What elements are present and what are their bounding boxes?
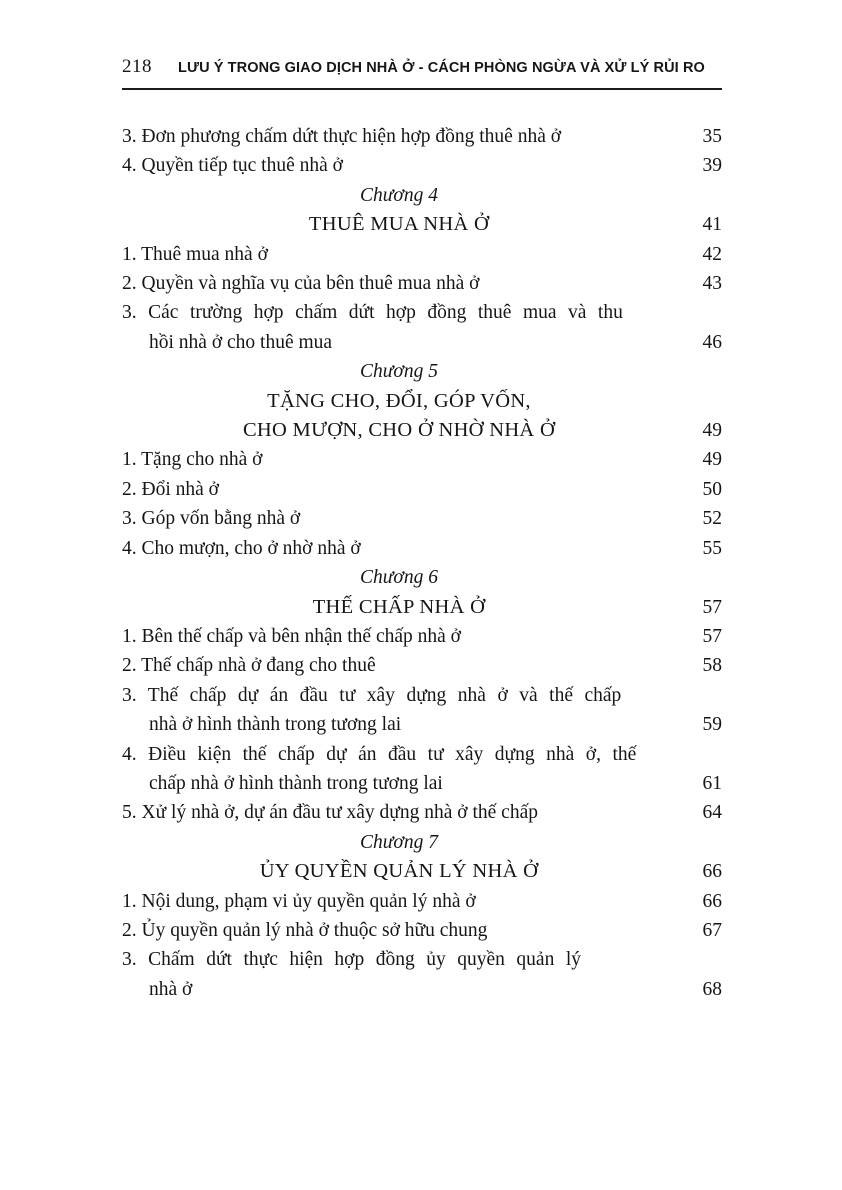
toc-entry-text: 5. Xử lý nhà ở, dự án đầu tư xây dựng nhà ở thế chấp bbox=[122, 802, 538, 824]
toc-entry-text: 4. Cho mượn, cho ở nhờ nhà ở bbox=[122, 537, 361, 559]
toc-entry-text: 1. Nội dung, phạm vi ủy quyền quản lý nhà ở bbox=[122, 890, 476, 912]
toc-row-item bbox=[122, 298, 722, 327]
toc-entry-text: 4. Điều kiện thế chấp dự án đầu tư xây dựng nhà ở, thế bbox=[122, 743, 637, 765]
toc-row-item bbox=[122, 240, 722, 269]
running-header bbox=[122, 56, 722, 90]
toc-page-number: 52 bbox=[702, 508, 722, 530]
toc-row-item bbox=[122, 504, 722, 533]
toc-entry-text: 2. Thế chấp nhà ở đang cho thuê bbox=[122, 655, 376, 677]
toc-page-number: 61 bbox=[702, 772, 722, 794]
toc-page-number: 66 bbox=[702, 861, 722, 883]
toc-row-cont bbox=[122, 328, 722, 357]
toc-row-chapter bbox=[122, 828, 722, 857]
toc-entry-text: 1. Thuê mua nhà ở bbox=[122, 243, 268, 265]
toc-page-number: 46 bbox=[702, 331, 722, 353]
chapter-label: Chương 6 bbox=[360, 567, 438, 589]
toc-row-title bbox=[122, 857, 722, 886]
toc-row-item bbox=[122, 681, 722, 710]
chapter-label: Chương 5 bbox=[360, 361, 438, 383]
toc-entry-text: 3. Thế chấp dự án đầu tư xây dựng nhà ở và thế chấp bbox=[122, 684, 622, 706]
toc-row-item bbox=[122, 622, 722, 651]
toc-page-number: 68 bbox=[702, 978, 722, 1000]
toc-row-item bbox=[122, 534, 722, 563]
chapter-title: ỦY QUYỀN QUẢN LÝ NHÀ Ở bbox=[259, 860, 539, 883]
toc-row-chapter bbox=[122, 357, 722, 386]
toc-row-item bbox=[122, 651, 722, 680]
running-header-title: LƯU Ý TRONG GIAO DỊCH NHÀ Ở - CÁCH PHÒNG NGỪA VÀ XỬ LÝ RỦI RO bbox=[178, 60, 705, 76]
chapter-title: THẾ CHẤP NHÀ Ở bbox=[312, 595, 486, 618]
toc-page-number: 55 bbox=[702, 537, 722, 559]
toc-page-number: 57 bbox=[702, 596, 722, 618]
toc-page-number: 43 bbox=[702, 273, 722, 295]
toc-row-item bbox=[122, 475, 722, 504]
chapter-title: CHO MƯỢN, CHO Ở NHỜ NHÀ Ở bbox=[242, 419, 556, 442]
toc-page-number: 41 bbox=[702, 214, 722, 236]
chapter-label: Chương 4 bbox=[360, 184, 438, 206]
toc-entry-text: chấp nhà ở hình thành trong tương lai bbox=[149, 772, 443, 794]
toc-page-number: 42 bbox=[702, 243, 722, 265]
toc-page-number: 49 bbox=[702, 449, 722, 471]
toc-entry-text: nhà ở bbox=[149, 978, 193, 1000]
toc-page-number: 39 bbox=[702, 155, 722, 177]
chapter-title: TẶNG CHO, ĐỔI, GÓP VỐN, bbox=[267, 389, 531, 412]
table-of-contents bbox=[122, 122, 722, 1004]
toc-row-title bbox=[122, 593, 722, 622]
page-number: 218 bbox=[122, 56, 152, 77]
toc-row-item bbox=[122, 945, 722, 974]
toc-row-item bbox=[122, 916, 722, 945]
toc-entry-text: nhà ở hình thành trong tương lai bbox=[149, 714, 402, 736]
toc-row-item bbox=[122, 740, 722, 769]
toc-row-item bbox=[122, 151, 722, 180]
toc-row-item bbox=[122, 122, 722, 151]
toc-entry-text: 4. Quyền tiếp tục thuê nhà ở bbox=[122, 155, 343, 177]
toc-row-title bbox=[122, 210, 722, 239]
toc-entry-text: 3. Góp vốn bằng nhà ở bbox=[122, 508, 301, 530]
toc-row-cont bbox=[122, 710, 722, 739]
toc-page-number: 59 bbox=[702, 714, 722, 736]
toc-entry-text: 2. Ủy quyền quản lý nhà ở thuộc sở hữu chung bbox=[122, 919, 488, 941]
toc-entry-text: 2. Quyền và nghĩa vụ của bên thuê mua nhà ở bbox=[122, 273, 480, 295]
toc-page-number: 58 bbox=[702, 655, 722, 677]
toc-row-item bbox=[122, 887, 722, 916]
toc-entry-text: 2. Đổi nhà ở bbox=[122, 478, 219, 500]
toc-page-number: 50 bbox=[702, 478, 722, 500]
toc-entry-text: 3. Các trường hợp chấm dứt hợp đồng thuê mua và thu bbox=[122, 302, 623, 324]
toc-row-title bbox=[122, 387, 722, 416]
toc-entry-text: 1. Bên thế chấp và bên nhận thế chấp nhà ở bbox=[122, 625, 461, 647]
toc-row-item bbox=[122, 269, 722, 298]
toc-entry-text: 3. Đơn phương chấm dứt thực hiện hợp đồng thuê nhà ở bbox=[122, 126, 562, 147]
toc-page-number: 66 bbox=[702, 890, 722, 912]
toc-row-item bbox=[122, 445, 722, 474]
toc-row-chapter bbox=[122, 181, 722, 210]
toc-row-title bbox=[122, 416, 722, 445]
toc-row-item bbox=[122, 798, 722, 827]
toc-page-number: 35 bbox=[702, 126, 722, 147]
chapter-label: Chương 7 bbox=[360, 831, 438, 853]
chapter-title: THUÊ MUA NHÀ Ở bbox=[308, 213, 490, 236]
toc-page-number: 64 bbox=[702, 802, 722, 824]
toc-page-number: 57 bbox=[702, 625, 722, 647]
toc-entry-text: 1. Tặng cho nhà ở bbox=[122, 449, 263, 471]
toc-page-number: 49 bbox=[702, 420, 722, 442]
toc-row-cont bbox=[122, 769, 722, 798]
toc-row-cont bbox=[122, 975, 722, 1004]
toc-row-chapter bbox=[122, 563, 722, 592]
toc-entry-text: hồi nhà ở cho thuê mua bbox=[149, 331, 333, 353]
toc-entry-text: 3. Chấm dứt thực hiện hợp đồng ủy quyền quản lý bbox=[122, 949, 581, 971]
toc-page-number: 67 bbox=[702, 919, 722, 941]
